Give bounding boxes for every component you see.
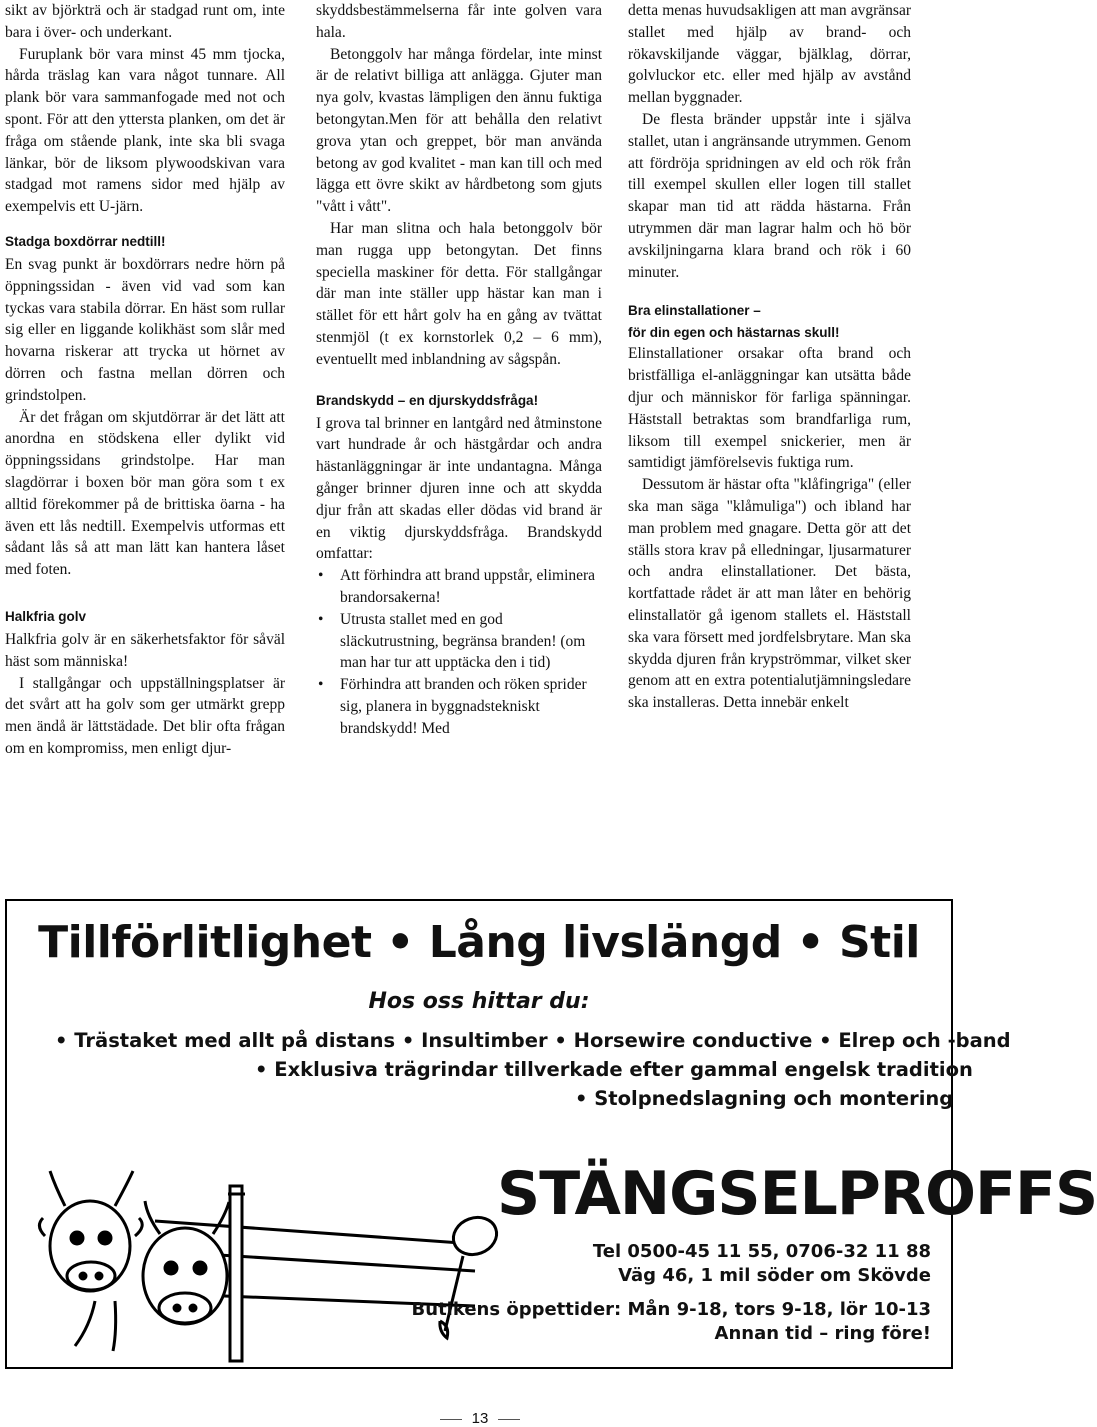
paragraph: sikt av björkträ och är stadgad runt om, inte bara i över- och underkant. (5, 2, 285, 41)
section-heading: Halkfria golv (5, 608, 87, 624)
page-number: 13 (471, 1410, 489, 1427)
ad-subheading: Hos oss hittar du: (368, 989, 590, 1014)
advertisement-box (5, 899, 1097, 1369)
ad-headline: Tillförlitlighet • Lång livslängd • Stil (38, 917, 920, 968)
paragraph: skyddsbestämmelserna får inte golven vara hala. (316, 2, 602, 41)
section-heading: Brandskydd – en djurskyddsfråga! (316, 392, 539, 408)
list-item: • Utrusta stallet med en god släckutrustning, begränsa branden! (om man har tur att upptäcka den i tid) (316, 609, 602, 674)
section-heading: Bra elinstallationer – (628, 303, 761, 319)
paragraph: En svag punkt är boxdörrars nedre hörn på öppningssidan - även vid vad som kan tyckas vara stabila dörrar. En häst som rullar sig eller en liggande kolikhäst som slår med hovarna riskerar att trycka ut hörnet av dörren och fastna mellan dörren och grindstolpen. (5, 255, 285, 404)
paragraph: Halkfria golv är en säkerhetsfaktor för såväl häst som människa! (5, 630, 285, 670)
ad-other-hours: Annan tid – ring före! (714, 1323, 931, 1344)
ad-product-item: • Stolpnedslagning och montering (55, 1084, 1011, 1113)
page-footer (0, 1410, 960, 1427)
ad-product-item: • Exklusiva trägrindar tillverkade efter gammal engelsk tradition (55, 1055, 1011, 1084)
footer-rule (440, 1419, 462, 1420)
paragraph: De flesta bränder uppstår inte i själva stallet, utan i angränsande utrymmen. Genom att fördröja spridningen av eld och rök från till exempel skullen eller logen till stallet skapar man tid att rädda hästarna. Från utrymmen där man lagrar halm och hö bör avskiljningarna klara brand och rök i 60 minuter. (628, 110, 911, 281)
paragraph: Dessutom är hästar ofta "klåfingriga" (eller ska man säga "klåmuliga") och ibland har man problem med gnagare. Detta gör att det ställs stora krav på elledningar, ljusarmaturer och andra elinstallationer. Det bästa, kortfattade rådet är att man låter en behörig elinstallatör gå igenom stallets el. Häststall ska vara försett med jordfelsbrytare. Man ska skydda djuren från krypströmmar, vilket sker genom att en extra potentialutjämningsledare ska installeras. Detta innebär enkelt (628, 476, 911, 712)
paragraph: Har man slitna och hala betonggolv bör man rugga upp betongytan. Det finns speciella maskiner för detta. För stallgångar där man inte ställer upp hästar kan man i stället för ett hårt golv ha en gång av tvättat stenmjöl (t ex kornstorlek 0,2 – 6 mm), eventuellt med inblandning av sågspån. (316, 219, 602, 368)
bullet-list (316, 565, 602, 739)
ad-address: Väg 46, 1 mil söder om Skövde (618, 1265, 931, 1286)
paragraph: Betonggolv har många fördelar, inte minst är de relativt billiga att anlägga. Gjuter man nya golv, kvastas lämpligen den ännu fuktiga betongytan.Men för att behålla den relativt grova ytan och greppet, bör man använda betong av god kvalitet - man kan till och med lägga ett övre skikt av hårdbetong som gjuts "vått i vått". (316, 45, 602, 216)
list-item: • Förhindra att branden och röken sprider sig, planera in byggnadstekniskt brandskydd! Med (316, 674, 602, 739)
ad-product-list (55, 1026, 1011, 1113)
ad-product-item: • Trästaket med allt på distans • Insultimber • Horsewire conductive • Elrep och -band (55, 1026, 1011, 1055)
paragraph: I stallgångar och uppställningsplatser är det svårt att ha golv som ger utmärkt grepp men ändå är lättstädade. Det blir ofta frågan om en kompromiss, men enligt djur- (5, 674, 285, 757)
ad-phone: Tel 0500-45 11 55, 0706-32 11 88 (592, 1241, 931, 1262)
text-column-2 (316, 0, 602, 740)
cattle-fence-illustration (35, 1126, 475, 1361)
paragraph: detta menas huvudsakligen att man avgränsar stallet med hjälp av brand- och rökavskiljande väggar, bjälklag, dörrar, golvluckor etc. eller med hjälp av avstånd mellan byggnader. (628, 2, 911, 107)
paragraph: Furuplank bör vara minst 45 mm tjocka, hårda träslag kan vara något tunnare. All plank bör vara sammanfogade med not och spont. För att den yttersta planken, om det är fråga om stående plank, inte ska bli svaga länkar, bör de liksom plywoodskivan vara stadgad mot ramens sidor med hjälp av exempelvis ett U-järn. (5, 45, 285, 216)
section-subheading: för din egen och hästarnas skull! (628, 325, 840, 341)
brand-logo: STÄNGSELPROFFS (497, 1159, 1097, 1229)
section-heading: Stadga boxdörrar nedtill! (5, 233, 166, 249)
text-column-1 (5, 0, 285, 760)
paragraph: Är det frågan om skjutdörrar är det lätt att anordna en stödskena eller dylikt vid öppningssidans grindstolpe. Har man slagdörrar i boxen bör man göra som t ex alltid förekommer på de brittiska öarna - ha även ett lås nedtill. Exempelvis utformas ett sådant lås så att man lätt kan hantera låset med foten. (5, 408, 285, 579)
list-item: • Att förhindra att brand uppstår, eliminera brandorsakerna! (316, 565, 602, 609)
paragraph: I grova tal brinner en lantgård ned åtminstone vart hundrade år och hästgårdar och andra hästanläggningar är inte undantagna. Många gånger brinner djuren inne och att skydda djur från att skadas eller dödas vid brand är en viktig djurskyddsfråga. Brandskydd omfattar: (316, 414, 602, 563)
ad-opening-hours: Butikens öppettider: Mån 9-18, tors 9-18, lör 10-13 (411, 1299, 931, 1320)
paragraph: Elinstallationer orsakar ofta brand och bristfälliga el-anläggningar kan utsätta både djur och människor för farliga spänningar. Häststall betraktas som brandfarliga rum, liksom till exempel snickerier, men är samtidigt jämförelsevis fuktiga rum. (628, 345, 911, 472)
footer-rule (498, 1419, 520, 1420)
text-column-3 (628, 0, 911, 714)
